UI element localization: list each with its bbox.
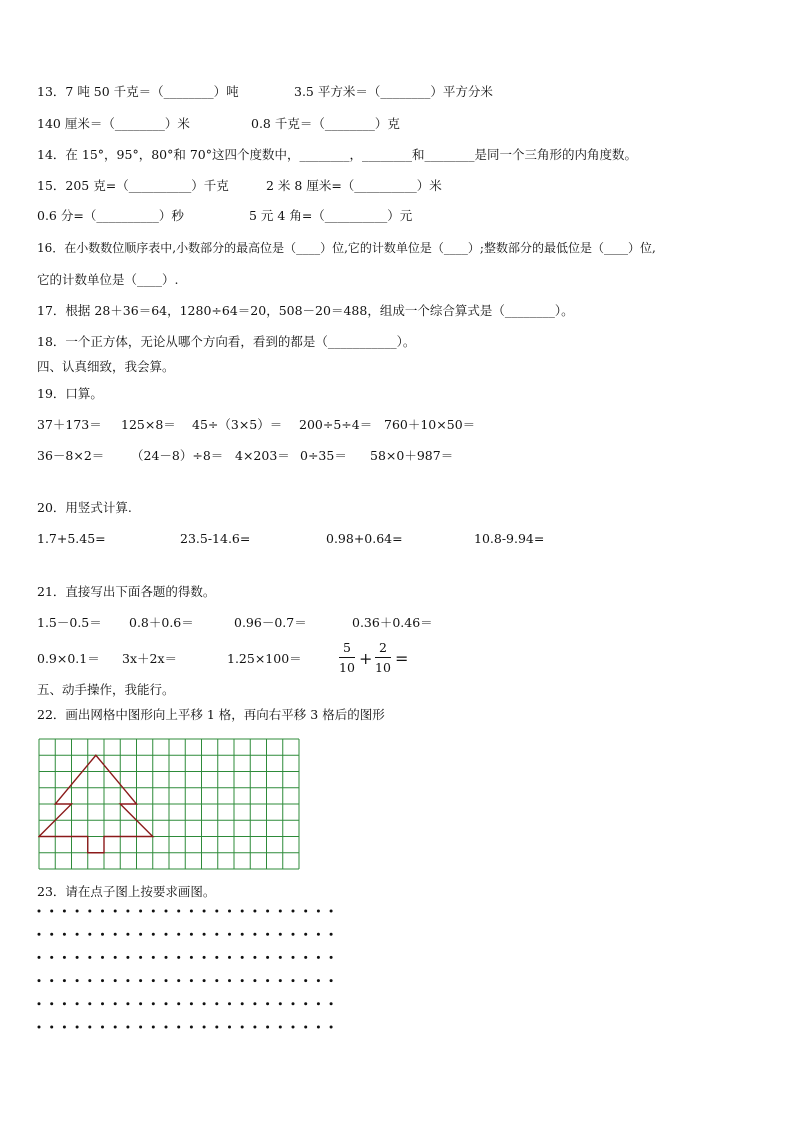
dot [228,910,231,913]
dot [50,933,53,936]
dot [139,910,142,913]
fraction-1 [339,640,355,675]
section-4-heading: 四、认真细致，我会算。 [37,359,175,374]
dot [241,910,244,913]
dot [101,910,104,913]
dot [177,1026,180,1029]
dot [203,1002,206,1005]
dot [88,933,91,936]
q13-d: 0.8 千克＝（________）克 [251,116,400,131]
dot [304,979,307,982]
dot [241,979,244,982]
dot [228,979,231,982]
fraction-2-numerator: 2 [379,640,387,655]
dot [317,910,320,913]
dot [279,1002,282,1005]
dot [190,979,193,982]
dot [76,1002,79,1005]
dot [126,1002,129,1005]
q21-r1-c2: 0.8＋0.6＝ [129,615,194,630]
dot [203,1026,206,1029]
dot [101,956,104,959]
dot [215,910,218,913]
dot [279,933,282,936]
q20-item-3: 0.98+0.64= [326,531,403,546]
dot-grid [36,906,348,1036]
dot [38,1002,41,1005]
dot [292,910,295,913]
dot [152,979,155,982]
dot [253,1026,256,1029]
dot [165,956,168,959]
q20-item-4: 10.8-9.94= [474,531,545,546]
q21-title: 21．直接写出下面各题的得数。 [37,584,216,599]
dot [126,979,129,982]
dot [279,1026,282,1029]
q21-r1-c1: 1.5－0.5＝ [37,615,102,630]
dot [279,956,282,959]
dot [101,979,104,982]
dot [139,933,142,936]
dot [177,910,180,913]
q13-b: 3.5 平方米＝（________）平方分米 [294,84,493,99]
dot [165,910,168,913]
q19-r2-c4: 0÷35＝ [300,448,347,463]
dot [152,1002,155,1005]
q21-r2-c1: 0.9×0.1＝ [37,651,100,666]
dot [114,910,117,913]
dot [279,979,282,982]
q19-r2-c5: 58×0＋987＝ [370,448,454,463]
dot [266,910,269,913]
q19-r1-c2: 125×8＝ [121,417,176,432]
dot [190,1002,193,1005]
dot [241,956,244,959]
q21-r1-c3: 0.96－0.7＝ [234,615,307,630]
q15-a: 15．205 克=（__________）千克 [37,178,229,193]
dot [152,910,155,913]
q15-b: 2 米 8 厘米=（__________）米 [266,178,442,193]
dot [139,956,142,959]
q13-c: 140 厘米＝（________）米 [37,116,190,131]
dot [228,956,231,959]
q16-line2: 它的计数单位是（____）. [37,272,179,287]
q21-r2-c2: 3x＋2x＝ [122,651,178,666]
dot [228,1002,231,1005]
dot [76,933,79,936]
dot [88,1026,91,1029]
q17: 17．根据 28＋36＝64，1280÷64＝20，508－20＝488，组成一个综合算式是（________）。 [37,303,574,318]
dot [203,956,206,959]
dot [126,1026,129,1029]
dot [317,956,320,959]
dot [76,1026,79,1029]
dot [292,1026,295,1029]
dot [63,1026,66,1029]
dot [114,956,117,959]
dot [165,1026,168,1029]
dot [317,979,320,982]
dot [266,956,269,959]
dot [152,933,155,936]
dot [304,1002,307,1005]
dot [266,1026,269,1029]
q23-title: 23．请在点子图上按要求画图。 [37,884,216,899]
dot [88,979,91,982]
dot [203,933,206,936]
q16-line1: 16．在小数数位顺序表中,小数部分的最高位是（____）位,它的计数单位是（____）;整数部分的最低位是（____）位, [37,241,656,255]
dot [165,1002,168,1005]
q13-a: 13．7 吨 50 千克＝（________）吨 [37,84,239,99]
q21-r2-c3: 1.25×100＝ [227,651,302,666]
dot [63,956,66,959]
dot [266,979,269,982]
dot [165,933,168,936]
dot [114,1002,117,1005]
dot [330,933,333,936]
q14: 14．在 15°，95°，80°和 70°这四个度数中，________，________和________是同一个三角形的内角度数。 [37,147,637,162]
dot [50,979,53,982]
dot [63,910,66,913]
dot [304,933,307,936]
dot [266,1002,269,1005]
dot [330,956,333,959]
q19-r1-c3: 45÷（3×5）＝ [192,417,283,432]
dot [228,933,231,936]
dot [253,1002,256,1005]
q15-c: 0.6 分=（__________）秒 [37,208,184,223]
dot [139,1026,142,1029]
dot [165,979,168,982]
dot [126,933,129,936]
dot [304,956,307,959]
q20-item-1: 1.7+5.45= [37,531,106,546]
q20-title: 20．用竖式计算. [37,500,132,515]
dot [101,933,104,936]
dot [317,1026,320,1029]
dot [88,910,91,913]
dot [177,956,180,959]
q19-r1-c5: 760＋10×50＝ [384,417,476,432]
dot [38,910,41,913]
q19-r1-c1: 37＋173＝ [37,417,102,432]
dot [190,1026,193,1029]
dot [253,910,256,913]
dot [215,1026,218,1029]
dot [63,979,66,982]
dot [330,910,333,913]
dot [76,956,79,959]
dot [215,1002,218,1005]
dot [190,910,193,913]
equals-sign: = [395,649,409,668]
dot [292,1002,295,1005]
dot [292,979,295,982]
dot [215,933,218,936]
dot [152,956,155,959]
dot [190,933,193,936]
dot [253,956,256,959]
dot [50,1026,53,1029]
dot [330,979,333,982]
dot [126,910,129,913]
dot [203,979,206,982]
dot [139,979,142,982]
dot [38,1026,41,1029]
dot [38,956,41,959]
dot [38,979,41,982]
dot [50,956,53,959]
fraction-2-denominator: 10 [375,660,391,675]
dot [253,933,256,936]
dot [177,933,180,936]
dot [215,956,218,959]
dot [292,933,295,936]
dot [114,979,117,982]
q19-r1-c4: 200÷5÷4＝ [299,417,373,432]
translation-grid [38,738,300,870]
dot [126,956,129,959]
dot [266,933,269,936]
dot [76,910,79,913]
dot [253,979,256,982]
dot [88,956,91,959]
q20-item-2: 23.5-14.6= [180,531,251,546]
fraction-2 [375,640,391,675]
dot [228,1026,231,1029]
dot [152,1026,155,1029]
dot [50,910,53,913]
dot [63,933,66,936]
dot [241,1026,244,1029]
section-5-heading: 五、动手操作，我能行。 [37,682,175,697]
dot [63,1002,66,1005]
fraction-1-denominator: 10 [339,660,355,675]
dot [139,1002,142,1005]
dot [38,933,41,936]
dot [76,979,79,982]
q21-r1-c4: 0.36＋0.46＝ [352,615,433,630]
dot [279,910,282,913]
dot [190,956,193,959]
dot [330,1002,333,1005]
dot [177,1002,180,1005]
dot [304,910,307,913]
plus-sign: + [359,649,373,668]
q19-r2-c2: （24－8）÷8＝ [131,448,224,463]
dot [101,1002,104,1005]
dot [241,1002,244,1005]
dot [317,1002,320,1005]
q18: 18．一个正方体，无论从哪个方向看，看到的都是（___________）。 [37,334,416,349]
dot [88,1002,91,1005]
dot [203,910,206,913]
dot [317,933,320,936]
dot [114,1026,117,1029]
dot [101,1026,104,1029]
q19-r2-c1: 36－8×2＝ [37,448,105,463]
dot [177,979,180,982]
dot [292,956,295,959]
dot [114,933,117,936]
fraction-1-numerator: 5 [343,640,351,655]
dot [330,1026,333,1029]
q19-r2-c3: 4×203＝ [235,448,290,463]
dot [215,979,218,982]
dot [50,1002,53,1005]
q15-d: 5 元 4 角=（__________）元 [249,208,413,223]
q19-title: 19．口算。 [37,386,103,401]
q22-title: 22．画出网格中图形向上平移 1 格，再向右平移 3 格后的图形 [37,707,385,722]
dot [241,933,244,936]
dot [304,1026,307,1029]
